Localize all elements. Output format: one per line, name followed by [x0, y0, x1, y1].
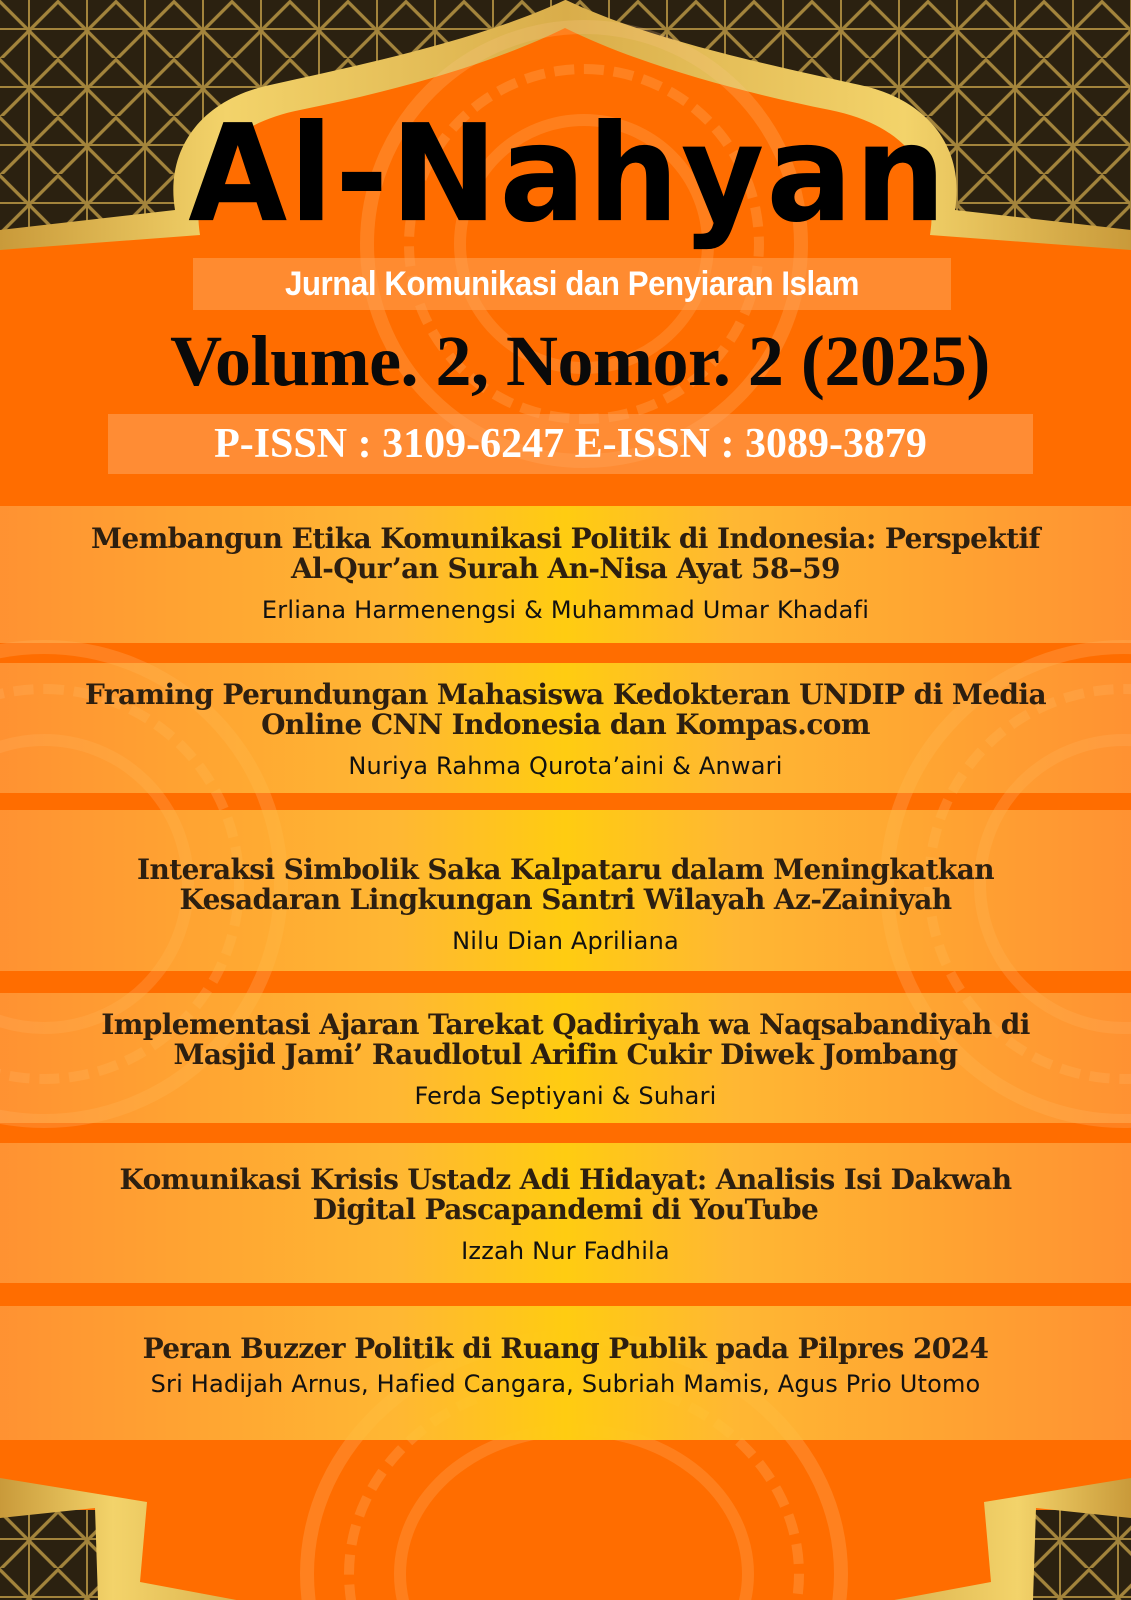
journal-logo-title: Al-Nahyan — [188, 96, 948, 253]
gold-bottom-frame — [0, 1470, 1131, 1600]
article-authors: Nilu Dian Apriliana — [452, 927, 679, 955]
article-authors: Sri Hadijah Arnus, Hafied Cangara, Subriah Mamis, Agus Prio Utomo — [150, 1370, 981, 1398]
article-band-5 — [0, 1143, 1131, 1283]
article-title: Membangun Etika Komunikasi Politik di Indonesia: Perspektif Al-Qur’an Surah An-Nisa Ayat 58–59 — [91, 522, 1040, 585]
article-authors: Ferda Septiyani & Suhari — [414, 1082, 717, 1110]
article-band-2 — [0, 663, 1131, 793]
article-title: Framing Perundungan Mahasiswa Kedokteran UNDIP di Media Online CNN Indonesia dan Kompas.com — [85, 678, 1046, 741]
article-band-1 — [0, 506, 1131, 643]
article-band-6 — [0, 1306, 1131, 1440]
article-title: Komunikasi Krisis Ustadz Adi Hidayat: Analisis Isi Dakwah Digital Pascapandemi di YouTube — [119, 1163, 1012, 1226]
article-title: Implementasi Ajaran Tarekat Qadiriyah wa Naqsabandiyah di Masjid Jami’ Raudlotul Arifin Cukir Diwek Jombang — [101, 1008, 1030, 1071]
issn-text: P-ISSN : 3109-6247 E-ISSN : 3089-3879 — [214, 421, 927, 467]
article-authors: Nuriya Rahma Qurota’aini & Anwari — [348, 752, 783, 780]
volume-number: Volume. 2, Nomor. 2 (2025) — [170, 321, 990, 401]
article-authors: Izzah Nur Fadhila — [461, 1237, 670, 1265]
article-band-3 — [0, 810, 1131, 971]
article-band-4 — [0, 993, 1131, 1123]
article-title: Peran Buzzer Politik di Ruang Publik pada Pilpres 2024 — [142, 1332, 989, 1365]
journal-subtitle: Jurnal Komunikasi dan Penyiaran Islam — [284, 265, 860, 303]
article-authors: Erliana Harmenengsi & Muhammad Umar Khadafi — [261, 596, 870, 624]
article-title: Interaksi Simbolik Saka Kalpataru dalam Meningkatkan Kesadaran Lingkungan Santri Wilayah Az-Zainiyah — [136, 853, 995, 916]
